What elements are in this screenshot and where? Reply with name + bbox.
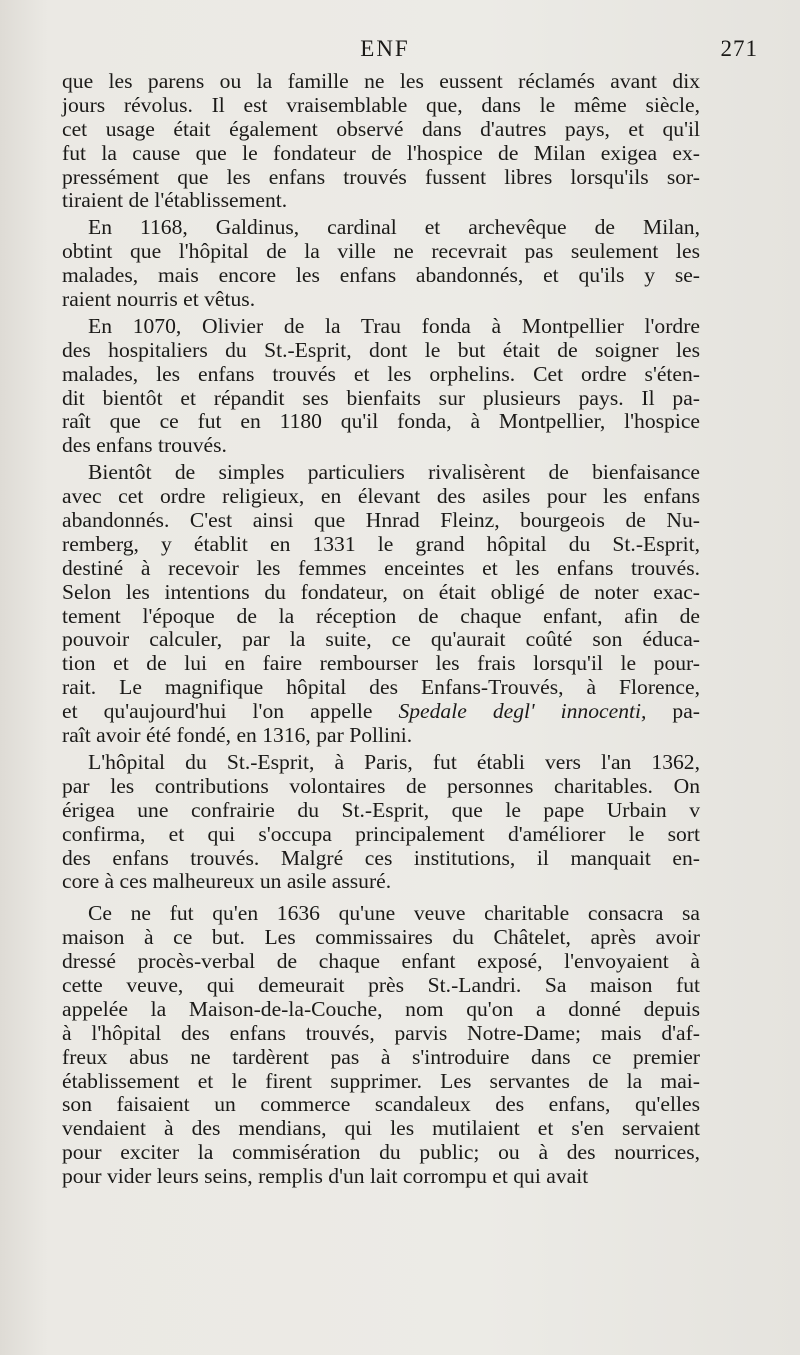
text-line: confirma, et qui s'occupa principalement d'améliorer le sort: [62, 821, 700, 846]
text-line: Selon les intentions du fondateur, on était obligé de noter exac-: [62, 579, 700, 604]
text-line: destiné à recevoir les femmes enceintes et les enfans trouvés.: [62, 555, 700, 580]
text-line: malades, les enfans trouvés et les orphelins. Cet ordre s'éten-: [62, 361, 700, 386]
text-line: freux abus ne tardèrent pas à s'introduire dans ce premier: [62, 1044, 700, 1069]
text-line: Ce ne fut qu'en 1636 qu'une veuve charitable consacra sa: [88, 901, 700, 926]
paragraph: [62, 902, 700, 1189]
text-line: tiraient de l'établissement.: [62, 188, 288, 213]
text-line: et qu'aujourd'hui l'on appelle Spedale degl' innocenti, pa-: [62, 699, 700, 724]
text-line: core à ces malheureux un asile assuré.: [62, 869, 392, 894]
text-line: des enfans trouvés.: [62, 433, 227, 458]
paragraph: [62, 216, 700, 312]
text-line: cette veuve, qui demeurait près St.-Landri. Sa maison fut: [62, 972, 700, 997]
text-line: tion et de lui en faire rembourser les frais lorsqu'il le pour-: [62, 651, 700, 676]
body-text: [62, 70, 700, 1189]
text-line: vendaient à des mendians, qui les mutilaient et s'en servaient: [62, 1116, 700, 1141]
text-line: que les parens ou la famille ne les eussent réclamés avant dix: [62, 69, 700, 93]
text-line: pour exciter la commisération du public; ou à des nourrices,: [62, 1140, 700, 1165]
text-line: à l'hôpital des enfans trouvés, parvis Notre-Dame; mais d'af-: [62, 1020, 700, 1045]
text-line: avec cet ordre religieux, en élevant des asiles pour les enfans: [62, 484, 700, 509]
text-line: L'hôpital du St.-Esprit, à Paris, fut établi vers l'an 1362,: [88, 749, 700, 774]
text-line: Bientôt de simples particuliers rivalisèrent de bienfaisance: [88, 460, 700, 485]
text-line: par les contributions volontaires de personnes charitables. On: [62, 773, 700, 798]
text-line: cet usage était également observé dans d'autres pays, et qu'il: [62, 116, 700, 141]
text-line: rait. Le magnifique hôpital des Enfans-Trouvés, à Florence,: [62, 675, 700, 700]
text-line: appelée la Maison-de-la-Couche, nom qu'on a donné depuis: [62, 996, 700, 1021]
text-line: son faisaient un commerce scandaleux des enfans, qu'elles: [62, 1092, 700, 1117]
text-line: pour vider leurs seins, remplis d'un lait corrompu et qui avait: [62, 1164, 589, 1189]
paragraph: [62, 70, 700, 213]
text-line: dressé procès-verbal de chaque enfant exposé, l'envoyaient à: [62, 949, 700, 974]
text-line: raient nourris et vêtus.: [62, 287, 256, 312]
running-head-title: ENF: [360, 36, 410, 61]
text-line: obtint que l'hôpital de la ville ne recevrait pas seulement les: [62, 239, 700, 264]
text-line: dit bientôt et répandit ses bienfaits sur plusieurs pays. Il pa-: [62, 385, 700, 410]
paragraph: [62, 315, 700, 458]
text-line: En 1070, Olivier de la Trau fonda à Montpellier l'ordre: [88, 313, 700, 338]
text-line: fut la cause que le fondateur de l'hospice de Milan exigea ex-: [62, 140, 700, 165]
running-head: [0, 36, 800, 68]
text-line: pouvoir calculer, par la suite, ce qu'aurait coûté son éduca-: [62, 627, 700, 652]
text-line: établissement et le firent supprimer. Les servantes de la mai-: [62, 1068, 700, 1093]
text-line: des hospitaliers du St.-Esprit, dont le but était de soigner les: [62, 337, 700, 362]
text-line: jours révolus. Il est vraisemblable que, dans le même siècle,: [62, 92, 700, 117]
text-line: raît avoir été fondé, en 1316, par Pollini.: [62, 723, 413, 748]
page-number: 271: [720, 36, 758, 61]
text-line: abandonnés. C'est ainsi que Hnrad Fleinz, bourgeois de Nu-: [62, 508, 700, 533]
text-line: raît que ce fut en 1180 qu'il fonda, à Montpellier, l'hospice: [62, 409, 700, 434]
text-line: malades, mais encore les enfans abandonnés, et qu'ils y se-: [62, 263, 700, 288]
text-line: tement l'époque de la réception de chaque enfant, afin de: [62, 603, 700, 628]
text-line: En 1168, Galdinus, cardinal et archevêque de Milan,: [88, 215, 700, 240]
text-line: des enfans trouvés. Malgré ces institutions, il manquait en-: [62, 845, 700, 870]
text-line: érigea une confrairie du St.-Esprit, que le pape Urbain v: [62, 797, 700, 822]
paragraph: [62, 751, 700, 894]
paragraph: [62, 461, 700, 748]
text-line: pressément que les enfans trouvés fussent libres lorsqu'ils sor-: [62, 164, 700, 189]
text-line: remberg, y établit en 1331 le grand hôpital du St.-Esprit,: [62, 531, 700, 556]
text-line: maison à ce but. Les commissaires du Châtelet, après avoir: [62, 925, 700, 950]
